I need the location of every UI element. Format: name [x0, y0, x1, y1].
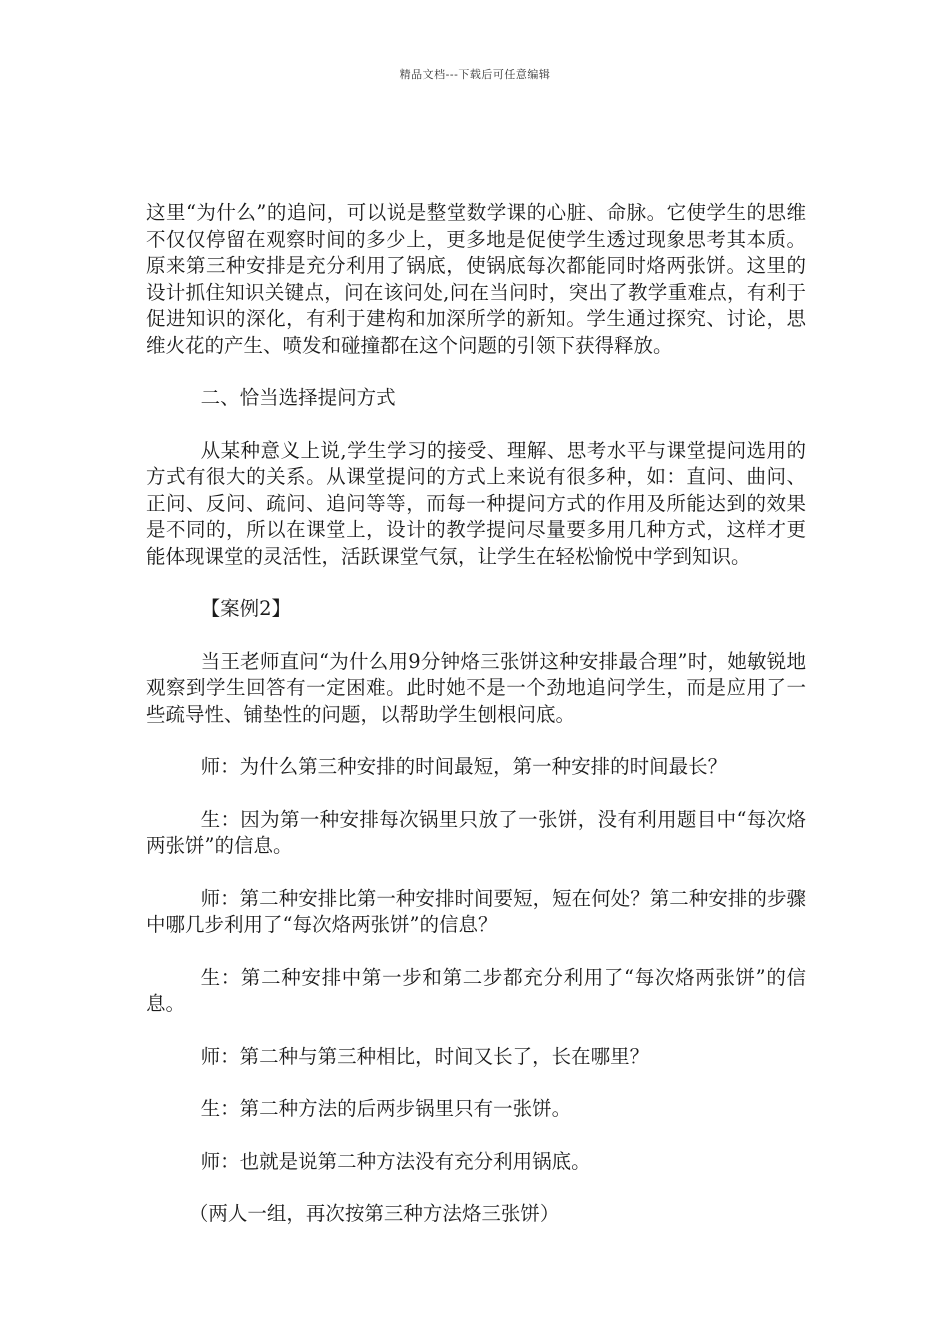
- paragraph-followup-analysis: 这里“为什么”的追问，可以说是整堂数学课的心脏、命脉。它使学生的思维不仅仅停留在观察时间的多少上，更多地是促使学生透过现象思考其本质。原来第三种安排是充分利用了锅底，使锅底每次都能同时烙两张饼。这里的设计抓住知识关键点，问在该问处,问在当问时，突出了教学重难点，有利于促进知识的深化，有利于建构和加深所学的新知。学生通过探究、讨论，思维火花的产生、喷发和碰撞都在这个问题的引领下获得释放。: [146, 201, 806, 357]
- paragraph-case-intro: 当王老师直问“为什么用9分钟烙三张饼这种安排最合理”时，她敏锐地观察到学生回答有一定困难。此时她不是一个劲地追问学生，而是应用了一些疏导性、铺垫性的问题，以帮助学生刨根问底。: [146, 649, 806, 726]
- dialogue-teacher-4: 师：也就是说第二种方法没有充分利用锅底。: [200, 1149, 591, 1173]
- case-heading: 【案例2】: [200, 597, 292, 620]
- dialogue-student-1: 生：因为第一种安排每次锅里只放了一张饼，没有利用题目中“每次烙两张饼”的信息。: [146, 807, 806, 857]
- paragraph-question-methods: 从某种意义上说,学生学习的接受、理解、思考水平与课堂提问选用的方式有很大的关系。从课堂提问的方式上来说有很多种，如：直问、曲问、正问、反问、疏问、追问等等，而每一种提问方式的作用及所能达到的效果是不同的，所以在课堂上，设计的教学提问尽量要多用几种方式，这样才更能体现课堂的灵活性，活跃课堂气氛，让学生在轻松愉悦中学到知识。: [146, 438, 806, 568]
- dialogue-teacher-2: 师：第二种安排比第一种安排时间要短，短在何处？第二种安排的步骤中哪几步利用了“每次烙两张饼”的信息？: [146, 886, 806, 936]
- document-body: [146, 200, 806, 1254]
- dialogue-teacher-3: 师：第二种与第三种相比，时间又长了，长在哪里？: [200, 1044, 650, 1068]
- dialogue-teacher-1: 师：为什么第三种安排的时间最短，第一种安排的时间最长？: [200, 755, 728, 778]
- section-heading: 二、恰当选择提问方式: [200, 386, 396, 409]
- dialogue-student-2: 生：第二种安排中第一步和第二步都充分利用了“每次烙两张饼”的信息。: [146, 965, 806, 1015]
- activity-note: （两人一组，再次按第三种方法烙三张饼）: [188, 1202, 560, 1225]
- page-header: 精品文档---下载后可任意编辑: [399, 68, 551, 81]
- dialogue-student-3: 生：第二种方法的后两步锅里只有一张饼。: [200, 1097, 572, 1120]
